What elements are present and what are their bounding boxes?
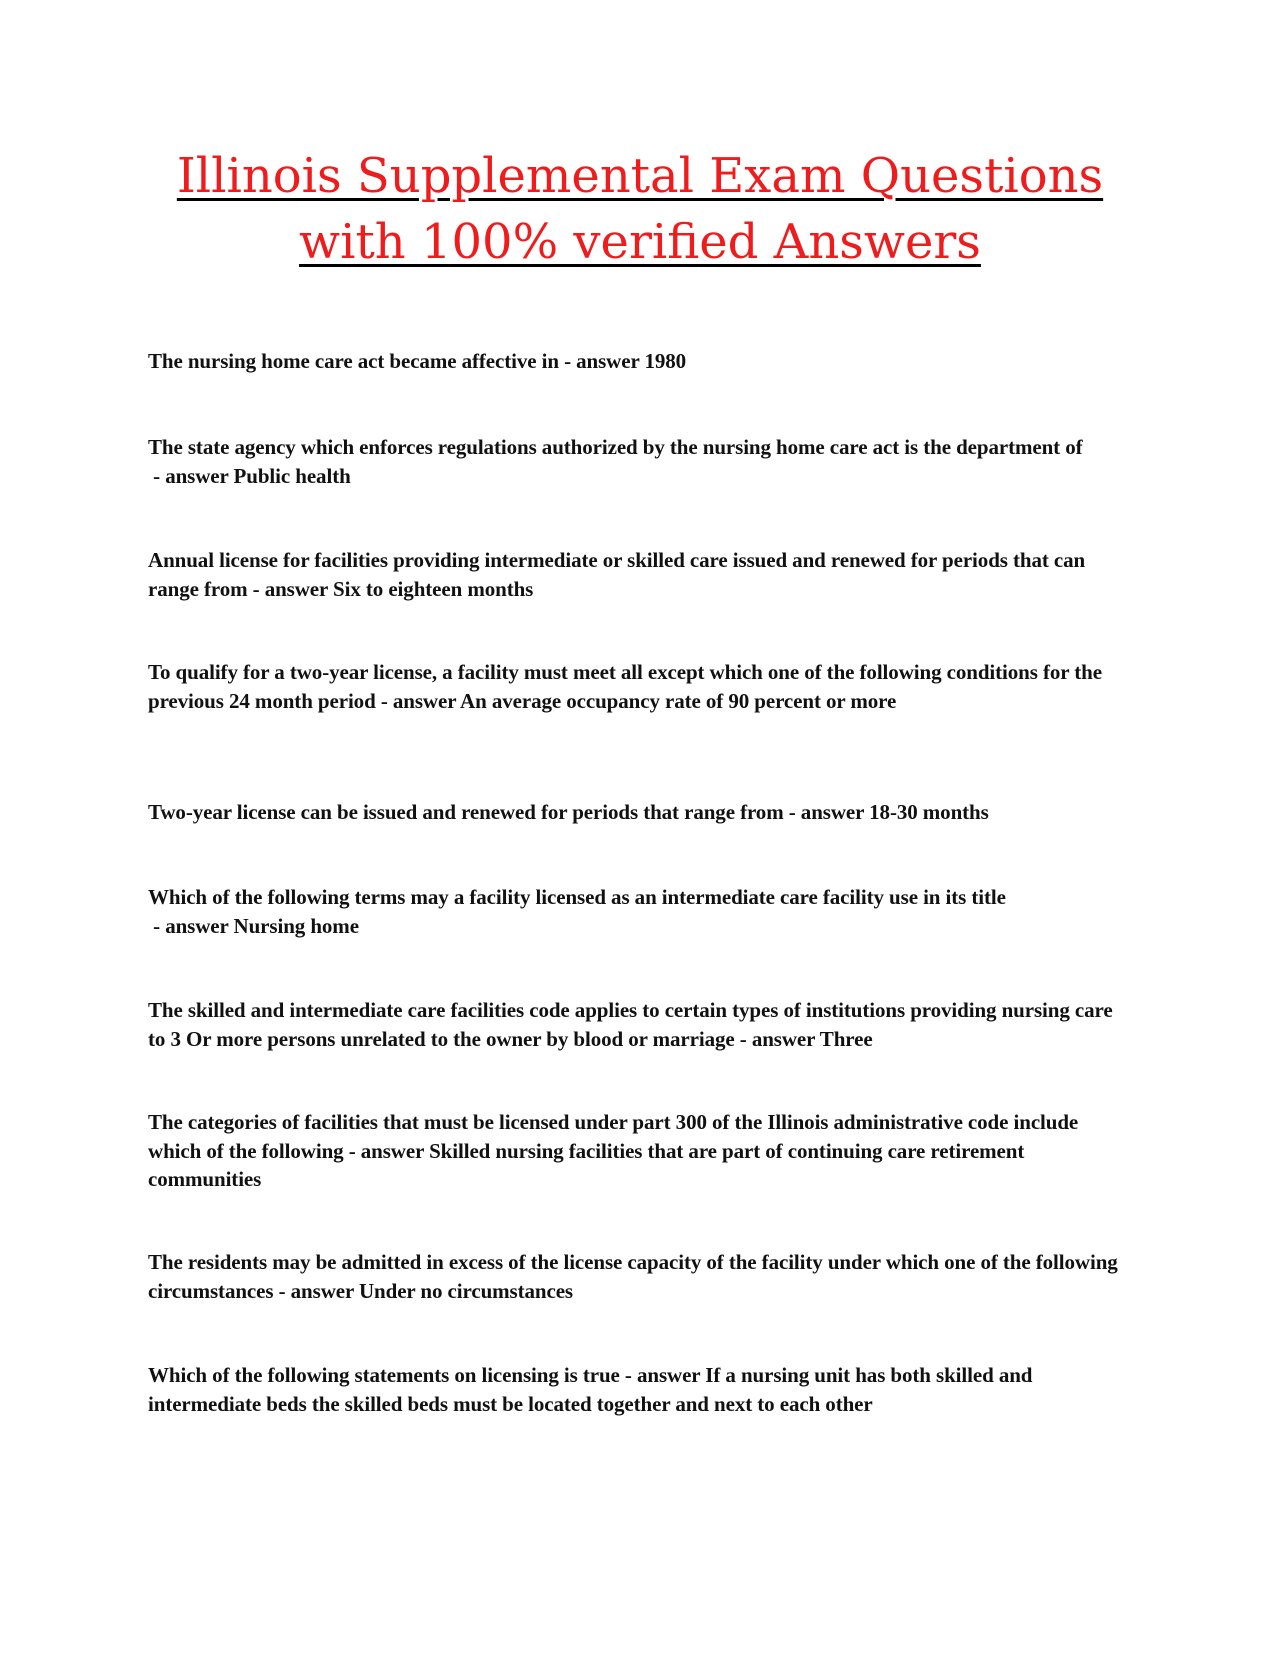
answer-separator: - answer bbox=[247, 576, 334, 601]
question-text: Which of the following terms may a facility licensed as an intermediate care facility use in its title bbox=[148, 885, 1006, 909]
answer-text: Skilled nursing facilities that are part of continuing care retirement communities bbox=[148, 1138, 1025, 1191]
qa-item bbox=[148, 546, 1118, 603]
question-text: Annual license for facilities providing intermediate or skilled care issued and renewed for periods that can range from bbox=[148, 548, 1086, 601]
answer-text: Six to eighteen months bbox=[333, 576, 534, 601]
answer-separator: - answer bbox=[343, 1138, 430, 1163]
answer-text: 1980 bbox=[644, 349, 687, 373]
qa-item bbox=[148, 1108, 1118, 1194]
answer-separator: - answer bbox=[375, 688, 461, 713]
qa-item bbox=[148, 996, 1118, 1053]
answer-text: Under no circumstances bbox=[358, 1278, 573, 1303]
qa-item bbox=[148, 1248, 1118, 1305]
answer-text: Public health bbox=[233, 463, 351, 488]
qa-item bbox=[148, 1361, 1118, 1418]
question-text: The skilled and intermediate care facilities code applies to certain types of institutions providing nursing care to 3 Or more persons unrelated to the owner by blood or marriage bbox=[148, 998, 1113, 1051]
answer-separator: - answer bbox=[734, 1026, 820, 1051]
qa-item bbox=[148, 433, 1118, 490]
answer-separator: - answer bbox=[619, 1363, 706, 1387]
qa-item bbox=[148, 798, 1118, 827]
question-text: Which of the following statements on licensing is true bbox=[148, 1363, 620, 1387]
answer-text: If a nursing unit has both skilled and intermediate beds the skilled beds must be located together and next to each other bbox=[148, 1363, 1033, 1416]
question-text: The residents may be admitted in excess of the license capacity of the facility under which one of the following circumstances bbox=[148, 1250, 1118, 1303]
answer-text: Three bbox=[819, 1026, 873, 1051]
answer-text: Nursing home bbox=[233, 913, 359, 938]
question-text: The categories of facilities that must be licensed under part 300 of the Illinois administrative code include which of the following bbox=[148, 1110, 1079, 1163]
answer-text: 18-30 months bbox=[869, 800, 989, 824]
qa-item bbox=[148, 883, 1118, 940]
document-title bbox=[100, 143, 1180, 275]
title-line-2: with 100% verified Answers bbox=[299, 214, 981, 270]
question-text: The nursing home care act became affective in bbox=[148, 349, 559, 373]
qa-item bbox=[148, 347, 1118, 376]
answer-separator: - answer bbox=[273, 1278, 359, 1303]
qa-item bbox=[148, 658, 1118, 715]
title-line-1: Illinois Supplemental Exam Questions bbox=[176, 148, 1104, 204]
answer-separator: - answer bbox=[148, 913, 234, 938]
answer-separator: - answer bbox=[148, 463, 234, 488]
answer-separator: - answer bbox=[558, 349, 645, 373]
question-text: Two-year license can be issued and renewed for periods that range from bbox=[148, 800, 784, 824]
answer-text: An average occupancy rate of 90 percent or more bbox=[460, 688, 897, 713]
question-text: The state agency which enforces regulations authorized by the nursing home care act is the department of bbox=[148, 435, 1083, 459]
question-text: To qualify for a two-year license, a facility must meet all except which one of the following conditions for the previous 24 month period bbox=[148, 660, 1102, 713]
answer-separator: - answer bbox=[783, 800, 870, 824]
